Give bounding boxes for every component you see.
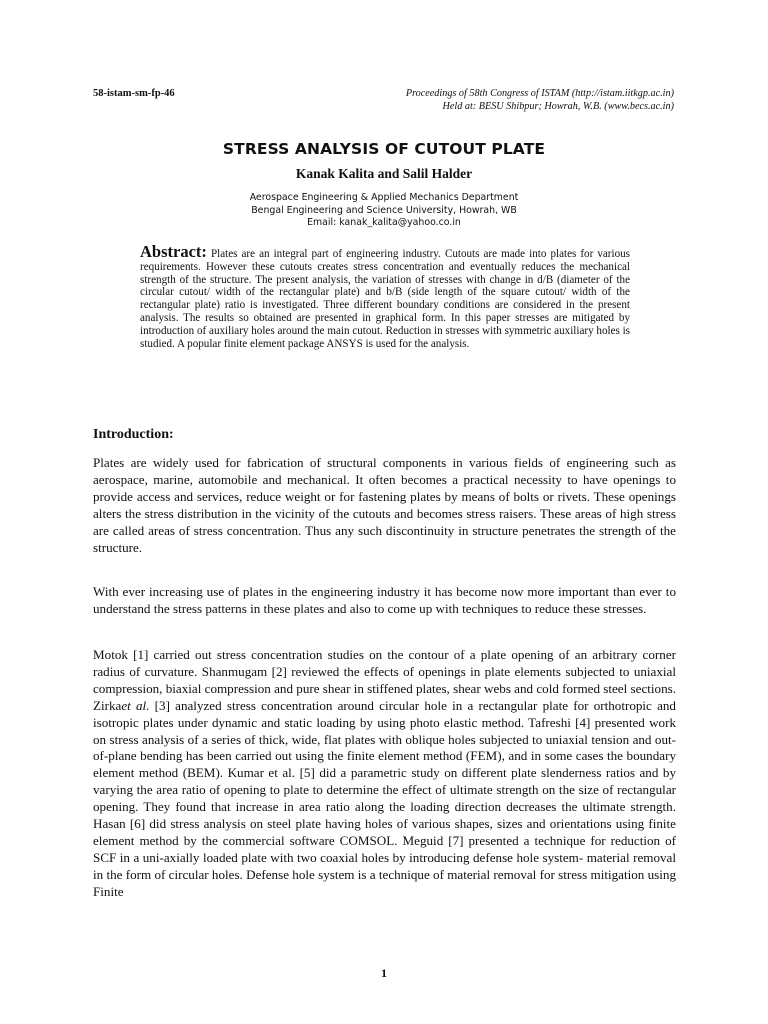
paragraph-3-italic: et al. bbox=[121, 697, 150, 713]
paper-title: STRESS ANALYSIS OF CUTOUT PLATE bbox=[222, 140, 546, 158]
page-number: 1 bbox=[381, 966, 387, 980]
venue-line: Held at: BESU Shibpur; Howrah, W.B. (www.becs.ac.in) bbox=[442, 101, 674, 112]
abstract-label: Abstract: bbox=[140, 242, 207, 261]
affiliation-university: Bengal Engineering and Science University, Howrah, WB bbox=[251, 204, 517, 216]
proceedings-line: Proceedings of 58th Congress of ISTAM (http://istam.iitkgp.ac.in) bbox=[405, 88, 674, 99]
paragraph-3-text-a: Motok [1] carried out stress concentration studies on the contour of a plate opening of an arbitrary corner radius of curvature. Shanmugam [2] reviewed the effects of openings in plate elements subjected to uniaxial compression, biaxial compression and pure shear in stiffened plates, shear webs and cold formed steel sections. Zirka bbox=[93, 647, 676, 713]
affiliation-department: Aerospace Engineering & Applied Mechanics Department bbox=[249, 192, 519, 203]
paragraph-3-text-b: [3] analyzed stress concentration around circular hole in a rectangular plate for orthotropic and isotropic plates under dynamic and static loading by using photo elastic method. Tafreshi [4] presented work on stress analysis of a series of thick, wide, flat plates with oblique holes subjected to uniaxial tension and out-of-plane bending has been carried out using the finite element method (FEM), and in some cases the boundary element method (BEM). Kumar et al. [5] did a parametric study on different plate slenderness ratios and by varying the area ratio of opening to plate to determine the effect of ultimate strength on the size of rectangular opening. They found that increase in area ratio along the loading direction decreases the ultimate strength. Hasan [6] did stress analysis on steel plate having holes of various shapes, sizes and orientations using finite element method by the commercial software COMSOL. Meguid [7] presented a technique for reduction of SCF in a uni-axially loaded plate with two coaxial holes by introducing defense hole system- material removal in the form of circular holes. Defense hole system is a technique of material removal for stress mitigation using Finite bbox=[93, 697, 676, 899]
abstract-text: Plates are an integral part of engineering industry. Cutouts are made into plates for various requirements. However these cutouts creates stress concentration and eventually reduces the mechanical strength of the structure. The present analysis, the variation of stresses with change in d/B (diameter of the circular cutout/ width of the rectangular plate) and b/B (side length of the square cutout/ width of the rectangular plate) ratio is investigated. Three different boundary conditions are considered in the present analysis. The results so obtained are presented in graphical form. In this paper stresses are mitigated by introduction of auxiliary holes around the main cutout. Reduction in stresses with symmetric auxiliary holes is studied. A popular finite element package ANSYS is used for the analysis. bbox=[140, 248, 630, 350]
abstract bbox=[140, 242, 630, 350]
introduction-paragraph-1: Plates are widely used for fabrication of structural components in various fields of engineering such as aerospace, marine, automobile and mechanical. It often becomes a practical necessity to have openings to provide access and services, reduce weight or for fastening plates by means of bolts or rivets. These openings alters the stress distribution in the vicinity of the cutouts and becomes stress raisers. These areas of high stress are called areas of stress concentration. Thus any such discontinuity in structure penetrates the strength of the structure. bbox=[93, 455, 676, 555]
introduction-heading: Introduction: bbox=[93, 427, 174, 442]
proceedings-info bbox=[406, 87, 674, 113]
affiliation bbox=[0, 192, 768, 230]
introduction-paragraph-2: With ever increasing use of plates in the engineering industry it has become now more important than ever to understand the stress patterns in these plates and also to come up with techniques to reduce these stresses. bbox=[93, 584, 676, 616]
authors: Kanak Kalita and Salil Halder bbox=[295, 166, 473, 181]
paper-id: 58-istam-sm-fp-46 bbox=[93, 88, 175, 99]
affiliation-email: Email: kanak_kalita@yahoo.co.in bbox=[307, 217, 461, 229]
introduction-paragraph-3 bbox=[93, 647, 676, 901]
